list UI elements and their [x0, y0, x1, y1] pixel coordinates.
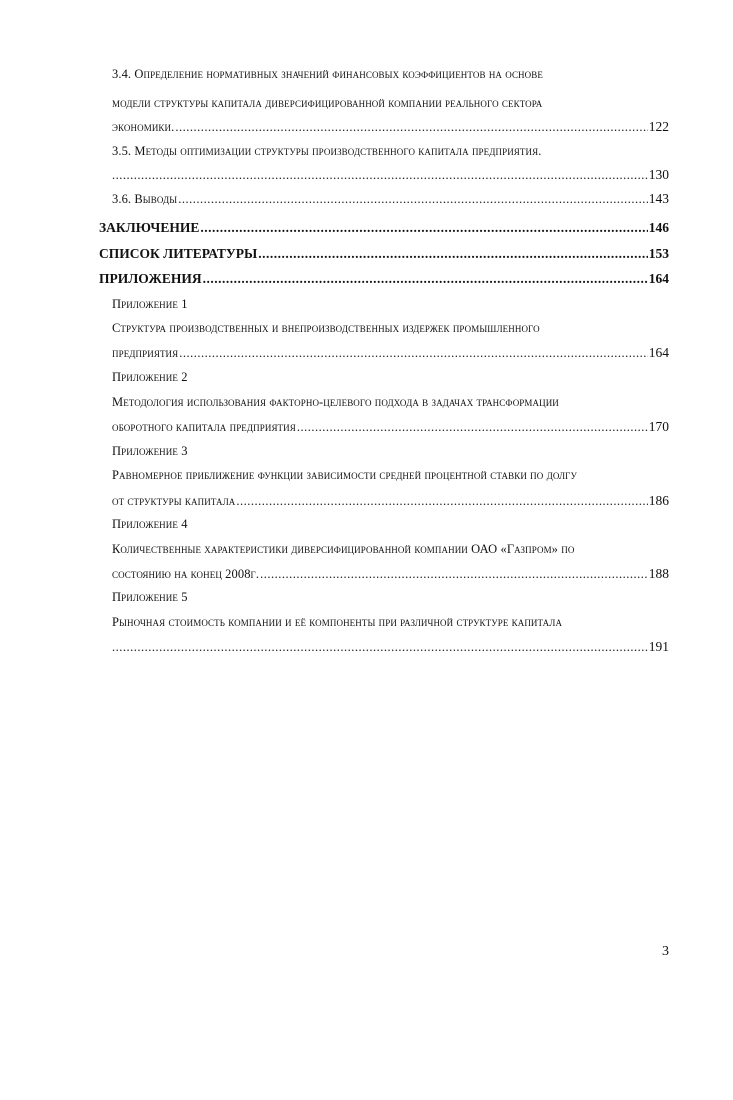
toc-page-number: 146 [648, 220, 669, 235]
toc-app3-label: Приложение 3 [112, 444, 188, 458]
toc-app4-line2: состоянию на конец 2008г. [112, 567, 260, 581]
toc-page-number: 164 [648, 271, 669, 286]
toc-app2-label: Приложение 2 [112, 370, 188, 384]
toc-app3-line1: Равномерное приближение функции зависимости средней процентной ставки по долгу [112, 468, 577, 482]
toc-app2-line1: Методология использования факторно-целевого подхода в задачах трансформации [112, 395, 559, 409]
page-number: 3 [662, 944, 669, 959]
toc-entry-3-4[interactable] [112, 119, 669, 135]
toc-entry-3-6[interactable] [112, 191, 669, 207]
toc-3-4-line2: модели структуры капитала диверсифицированной компании реального сектора [112, 96, 543, 110]
toc-entry-references[interactable] [99, 246, 669, 262]
toc-app2-line2: оборотного капитала предприятия [112, 420, 296, 434]
leader-dots [112, 640, 648, 655]
toc-page-number: 191 [648, 639, 669, 654]
leader-dots [178, 192, 648, 207]
leader-dots [258, 246, 648, 262]
leader-dots [200, 220, 647, 236]
toc-app4-label: Приложение 4 [112, 517, 188, 531]
toc-3-6-title: 3.6. Выводы [112, 192, 178, 206]
leader-dots [175, 120, 647, 135]
toc-page-number: 153 [648, 246, 669, 261]
toc-conclusion-title: ЗАКЛЮЧЕНИЕ [99, 220, 200, 235]
toc-entry-app2[interactable] [112, 419, 669, 435]
toc-app5-line1: Рыночная стоимость компании и её компоненты при различной структуре капитала [112, 615, 563, 629]
toc-references-title: СПИСОК ЛИТЕРАТУРЫ [99, 246, 258, 261]
leader-dots [203, 271, 648, 287]
toc-app1-line2: предприятия [112, 346, 179, 360]
leader-dots [179, 346, 648, 361]
toc-entry-appendices[interactable] [99, 271, 669, 287]
toc-page-number: 170 [648, 419, 669, 434]
toc-3-4-line3: экономики. [112, 120, 175, 134]
toc-entry-app5[interactable] [112, 639, 669, 655]
toc-page-number: 130 [648, 167, 669, 182]
toc-entry-app4[interactable] [112, 566, 669, 582]
toc-app5-label: Приложение 5 [112, 590, 188, 604]
toc-page-number: 122 [648, 119, 669, 134]
toc-app4-line1: Количественные характеристики диверсифицированной компании ОАО «Газпром» по [112, 542, 575, 556]
leader-dots [297, 420, 648, 435]
toc-3-4-line1: 3.4. Определение нормативных значений финансовых коэффициентов на основе [112, 67, 543, 81]
toc-app3-line2: от структуры капитала [112, 494, 236, 508]
toc-page-number: 143 [648, 191, 669, 206]
toc-page-number: 188 [648, 566, 669, 581]
toc-entry-app1[interactable] [112, 345, 669, 361]
leader-dots [112, 168, 648, 183]
toc-entry-conclusion[interactable] [99, 220, 669, 236]
toc-appendices-title: ПРИЛОЖЕНИЯ [99, 271, 202, 286]
toc-page-number: 164 [648, 345, 669, 360]
toc-entry-app3[interactable] [112, 493, 669, 509]
toc-app1-label: Приложение 1 [112, 297, 188, 311]
leader-dots [260, 567, 648, 582]
toc-app1-line1: Структура производственных и внепроизводственных издержек промышленного [112, 321, 540, 335]
toc-3-5-line1: 3.5. Методы оптимизации структуры производственного капитала предприятия. [112, 144, 542, 158]
toc-entry-3-5[interactable] [112, 167, 669, 183]
toc-page-number: 186 [648, 493, 669, 508]
leader-dots [236, 494, 647, 509]
